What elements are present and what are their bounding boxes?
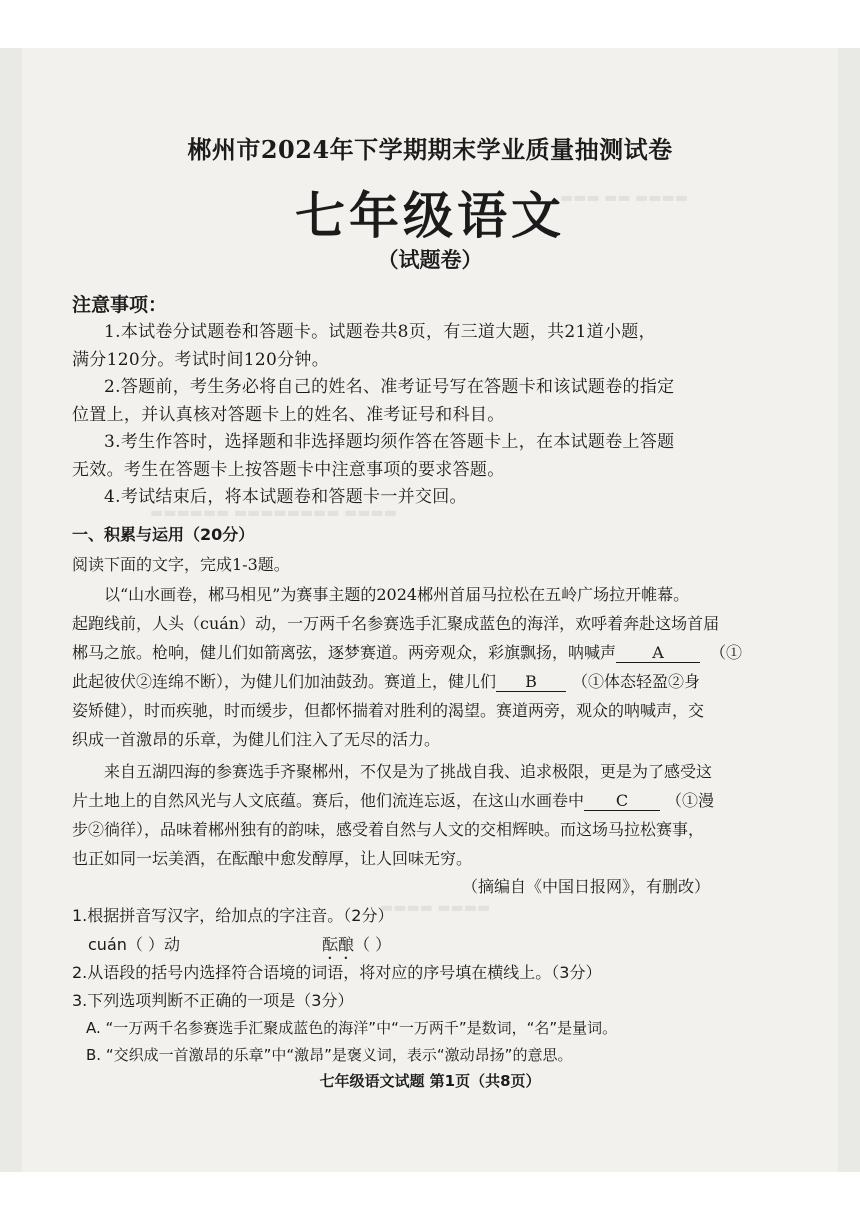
passage-line: 起跑线前，人头（cuán）动，一万两千名参赛选手汇聚成蓝色的海洋，欢呼着奔赴这场首届 xyxy=(72,614,720,633)
note-item-3-line-2: 无效。考生在答题卡上按答题卡中注意事项的要求答题。 xyxy=(72,460,505,480)
notes-heading: 注意事项： xyxy=(72,294,168,316)
section-instruction: 阅读下面的文字，完成1-3题。 xyxy=(72,555,290,574)
scan-margin-bottom xyxy=(0,1172,860,1217)
pinyin-prompt: cuán xyxy=(88,935,127,954)
passage-line: 以“山水画卷，郴马相见”为赛事主题的2024郴州首届马拉松在五岭广场拉开帷幕。 xyxy=(104,585,690,604)
passage-line: 织成一首激昂的乐章，为健儿们注入了无尽的活力。 xyxy=(72,730,441,749)
passage-line: 来自五湖四海的参赛选手齐聚郴州，不仅是为了挑战自我、追求极限，更是为了感受这 xyxy=(104,762,713,781)
question-1-item-2: 酝酿（ ） xyxy=(322,935,392,954)
blank-b: B xyxy=(496,672,566,692)
note-item-3-line-1: 3.考生作答时，选择题和非选择题均须作答在答题卡上，在本试题卷上答题 xyxy=(104,432,675,452)
passage-line: 步②徜徉），品味着郴州独有的韵味，感受着自然与人文的交相辉映。而这场马拉松赛事， xyxy=(72,820,705,839)
page-footer: 七年级语文试题 第1页（共8页） xyxy=(319,1072,541,1090)
exam-subtitle: 郴州市2024年下学期期末学业质量抽测试卷 xyxy=(187,135,673,164)
question-3: 3.下列选项判断不正确的一项是（3分） xyxy=(72,991,354,1010)
note-item-2-line-1: 2.答题前，考生务必将自己的姓名、准考证号写在答题卡和该试题卷的指定 xyxy=(104,377,675,397)
passage-line-with-blank-c: 片土地上的自然风光与人文底蕴。赛后，他们流连忘返，在这山水画卷中 C （①漫 xyxy=(72,791,715,810)
scan-margin-top xyxy=(0,0,860,48)
section-heading: 一、积累与运用（20分） xyxy=(72,525,255,544)
question-3-option-a: A. “一万两千名参赛选手汇聚成蓝色的海洋”中“一万两千”是数词，“名”是量词。 xyxy=(86,1019,618,1037)
note-item-2-line-2: 位置上，并认真核对答题卡上的姓名、准考证号和科目。 xyxy=(72,405,505,425)
paper-type-label: （试题卷） xyxy=(377,248,483,272)
blank-c: C xyxy=(584,791,660,811)
passage-line-with-blank-b: 此起彼伏②连绵不断），为健儿们加油鼓劲。赛道上，健儿们 B （①体态轻盈②身 xyxy=(72,672,701,691)
passage-line-with-blank-a: 郴马之旅。枪响，健儿们如箭离弦，逐梦赛道。两旁观众，彩旗飘扬，呐喊声 A （① xyxy=(72,643,743,662)
question-3-option-b: B. “交织成一首激昂的乐章”中“激昂”是褒义词，表示“激动昂扬”的意思。 xyxy=(86,1046,573,1064)
question-2: 2.从语段的括号内选择符合语境的词语，将对应的序号填在横线上。（3分） xyxy=(72,963,602,982)
dotted-word: 酝酿 xyxy=(322,935,355,954)
passage-line: 也正如同一坛美酒，在酝酿中愈发醇厚，让人回味无穷。 xyxy=(72,849,473,868)
exam-title: 七年级语文 xyxy=(295,187,565,245)
bleed-through-mark: ▬▬▬ ▬▬ ▬▬▬▬ xyxy=(560,190,688,206)
bleed-through-mark: ▬▬▬▬▬▬ ▬▬▬▬▬▬▬▬ ▬▬▬▬ xyxy=(150,505,397,521)
note-item-1-line-1: 1.本试卷分试题卷和答题卡。试题卷共8页，有三道大题，共21道小题， xyxy=(104,322,656,342)
passage-source: （摘编自《中国日报网》，有删改） xyxy=(461,877,710,896)
passage-line: 姿矫健），时而疾驰，时而缓步，但都怀揣着对胜利的渴望。赛道两旁，观众的呐喊声，交 xyxy=(72,701,705,720)
note-item-4: 4.考试结束后，将本试题卷和答题卡一并交回。 xyxy=(104,487,467,507)
blank-a: A xyxy=(616,643,700,663)
note-item-1-line-2: 满分120分。考试时间120分钟。 xyxy=(72,350,329,370)
bleed-through-mark: ▬▬▬▬ ▬▬▬▬ xyxy=(380,900,491,916)
question-1: 1.根据拼音写汉字，给加点的字注音。（2分） xyxy=(72,906,394,925)
question-1-item-1: cuán（ ）动 xyxy=(88,935,180,954)
